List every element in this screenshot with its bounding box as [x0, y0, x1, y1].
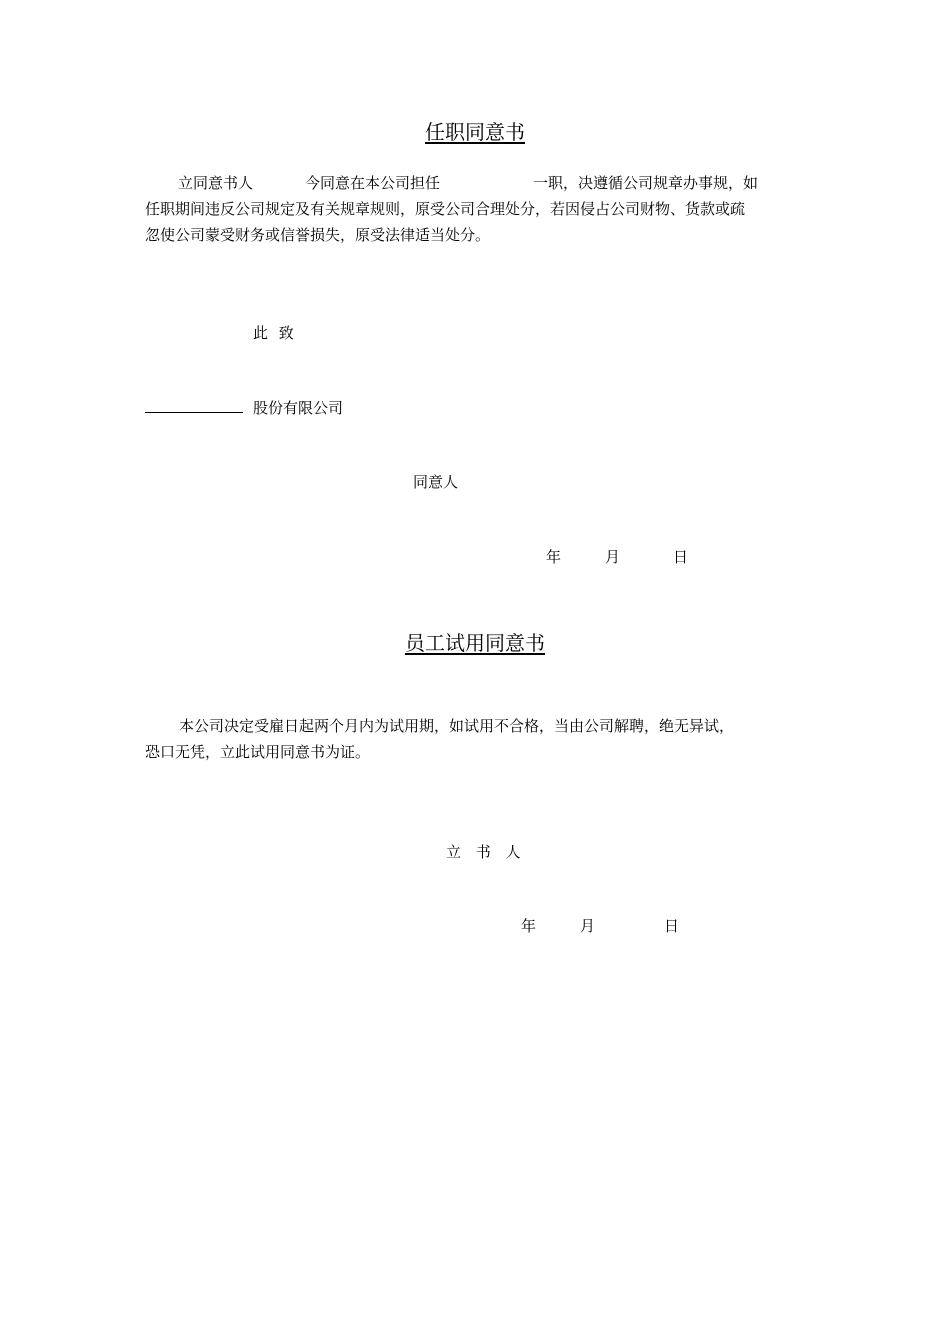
doc1-para-line2: 任职期间违反公司规定及有关规章规则，原受公司合理处分，若因侵占公司财物、货款或疏	[145, 200, 746, 218]
doc1-title: 任职同意书	[425, 120, 525, 144]
doc1-para-line3: 忽使公司蒙受财务或信誉损失，原受法律适当处分。	[145, 226, 491, 244]
doc2-para-line2: 恐口无凭，立此试用同意书为证。	[145, 743, 371, 761]
doc1-para-line1-a: 立同意书人	[178, 174, 254, 192]
doc2-date-year: 年	[521, 917, 537, 935]
doc1-consenter-label: 同意人	[413, 473, 459, 491]
doc1-date-year: 年	[546, 548, 562, 566]
company-name-blank	[145, 412, 243, 413]
doc1-para-line1-c: 一职，决遵循公司规章办事规，如	[533, 174, 759, 192]
doc2-signer-label: 立 书 人	[446, 843, 521, 861]
doc2-date-day: 日	[664, 917, 680, 935]
doc1-date-month: 月	[605, 548, 621, 566]
doc1-salutation: 此 致	[253, 324, 297, 342]
doc1-body	[145, 170, 807, 248]
doc1-date-day: 日	[673, 548, 689, 566]
doc1-company-suffix: 股份有限公司	[253, 399, 344, 417]
doc2-title: 员工试用同意书	[405, 631, 545, 655]
doc1-para-line1-b: 今同意在本公司担任	[305, 174, 441, 192]
doc2-para-line1: 本公司决定受雇日起两个月内为试用期，如试用不合格，当由公司解聘，绝无异试，	[179, 717, 735, 735]
doc2-body	[145, 713, 807, 765]
doc2-date-month: 月	[580, 917, 596, 935]
